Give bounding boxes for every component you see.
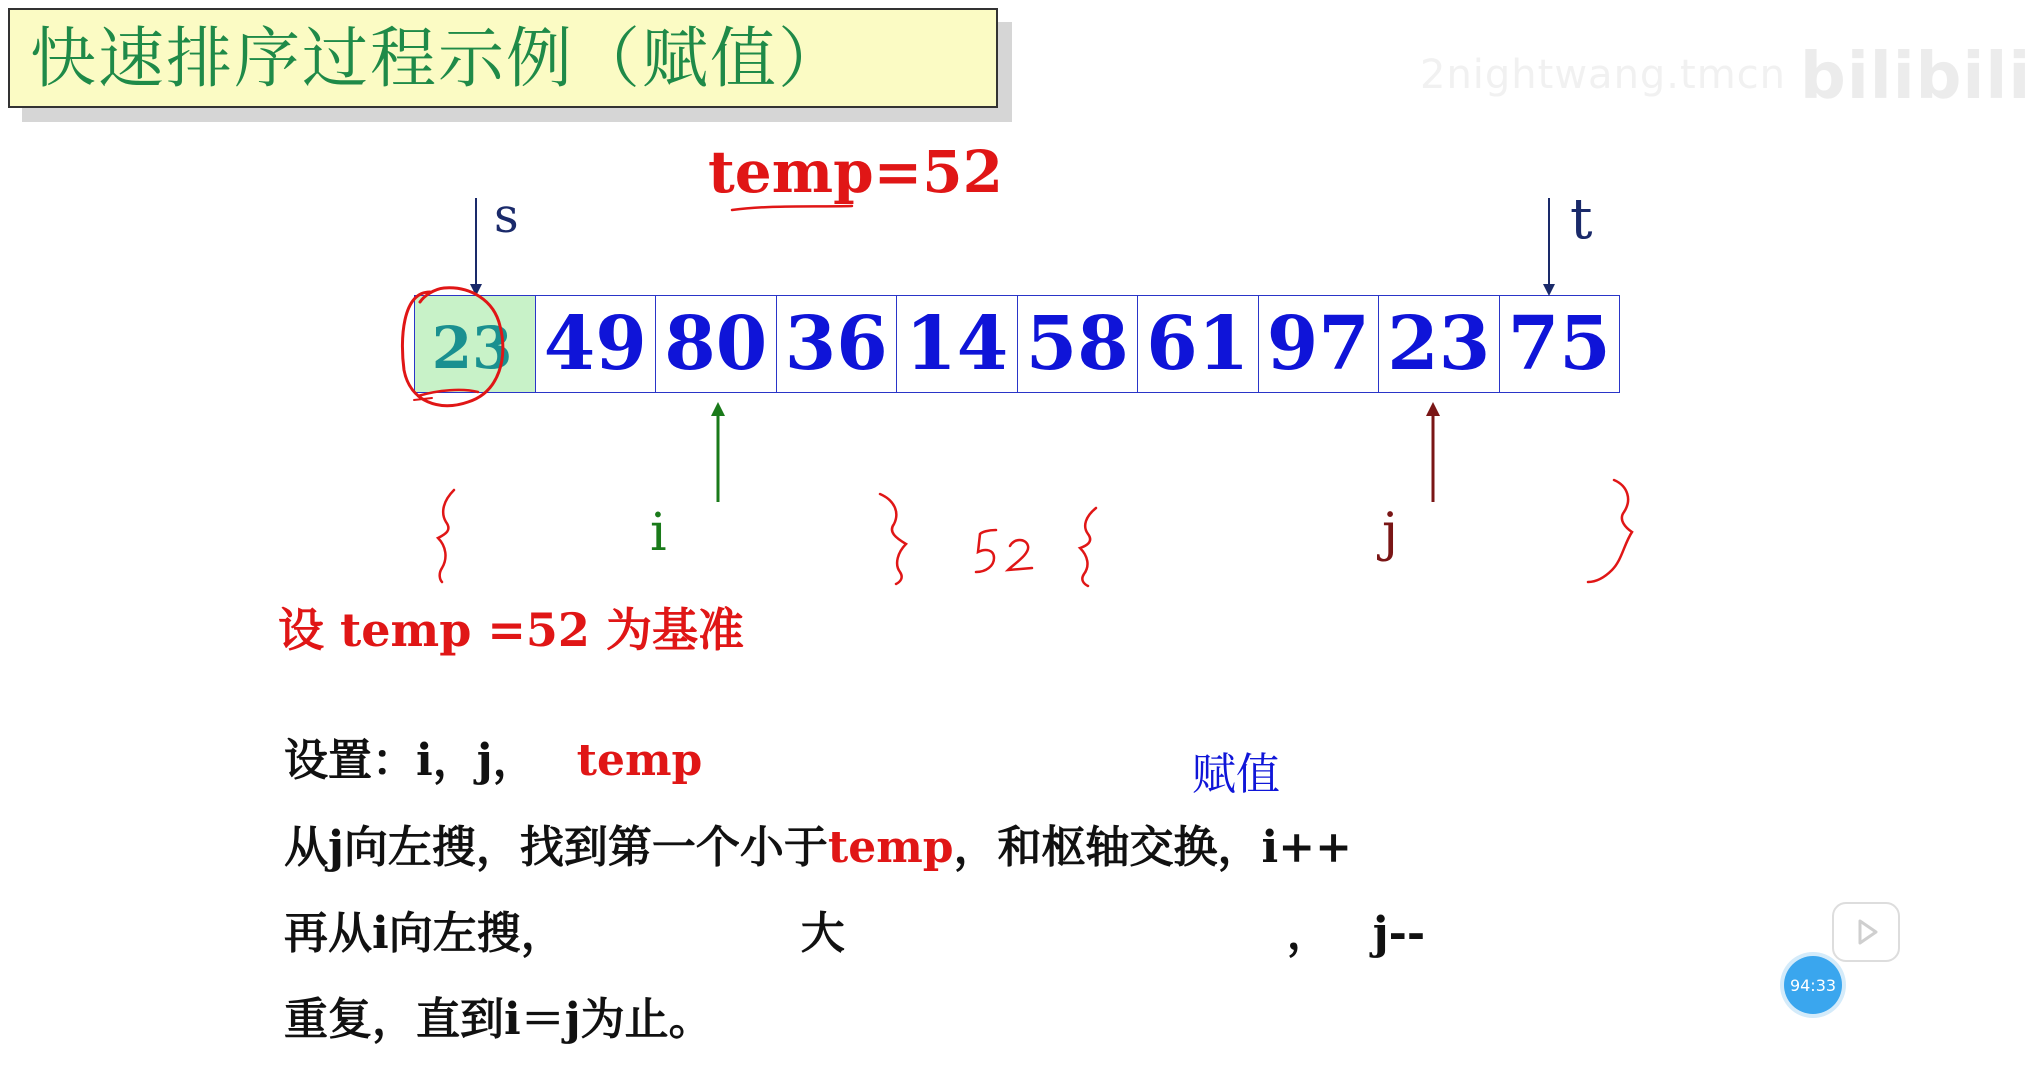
play-icon	[1834, 904, 1898, 960]
slide-title: 快速排序过程示例（赋值）	[30, 20, 846, 97]
handwritten-brace-4	[1588, 480, 1632, 582]
handwritten-strike-2	[414, 398, 432, 400]
handwritten-digit-5	[976, 530, 996, 572]
array-cell-6: 61	[1137, 295, 1259, 393]
pointer-j-label: j	[1382, 503, 1399, 563]
array-cell-7: 97	[1258, 295, 1380, 393]
step-2-part-b: ，和枢轴交换，i++	[953, 822, 1353, 873]
step-line-1	[284, 733, 702, 789]
timer-badge[interactable]	[1784, 956, 1842, 1014]
step-2-part-a: 从j向左搜，找到第一个小于	[284, 822, 828, 873]
handwritten-brace-2	[880, 494, 906, 584]
watermark-text: 2nightwang.tmcn	[1420, 52, 1787, 98]
pivot-annotation: 设 temp =52 为基准	[278, 603, 744, 657]
array-cell-2: 80	[655, 295, 777, 393]
step-line-3	[284, 906, 1425, 962]
handwritten-brace-3	[1080, 508, 1096, 586]
pointer-s-label: s	[494, 188, 519, 244]
array-cell-9: 75	[1499, 295, 1621, 393]
arrow-i	[711, 402, 725, 502]
array-cell-4: 14	[896, 295, 1018, 393]
step-line-4: 重复，直到i＝j为止。	[284, 994, 713, 1045]
array-cell-1: 49	[535, 295, 657, 393]
pointer-i-label: i	[650, 503, 667, 563]
arrow-t	[1543, 198, 1555, 296]
bilibili-logo: bilibili	[1800, 40, 2031, 114]
step-2-temp: temp	[827, 822, 954, 873]
array-cell-8: 23	[1378, 295, 1500, 393]
step-1-prefix: 设置：i，j，	[284, 735, 537, 786]
array-cell-3: 36	[776, 295, 898, 393]
step-3-part-b: 大	[800, 908, 845, 959]
array-cell-0: 23	[414, 295, 536, 393]
step-1-temp: temp	[576, 735, 703, 786]
array-cell-5: 58	[1017, 295, 1139, 393]
arrow-j	[1426, 402, 1440, 502]
timer-text: 94:33	[1789, 975, 1837, 995]
assign-annotation: 赋值	[1192, 749, 1280, 800]
step-line-2	[284, 820, 1352, 876]
temp-label: temp=52	[708, 138, 1003, 206]
step-3-part-c: ，	[1286, 908, 1331, 959]
step-3-part-d: j--	[1372, 908, 1426, 959]
handwritten-brace-1	[438, 490, 454, 582]
step-3-part-a: 再从i向左搜，	[284, 908, 565, 959]
handwritten-underline	[732, 206, 852, 210]
handwritten-strike	[418, 390, 478, 396]
arrow-s	[470, 198, 482, 296]
handwritten-circle	[402, 288, 502, 406]
pointer-t-label: t	[1570, 187, 1593, 252]
handwritten-digit-2	[1008, 540, 1032, 570]
play-button[interactable]	[1832, 902, 1900, 962]
